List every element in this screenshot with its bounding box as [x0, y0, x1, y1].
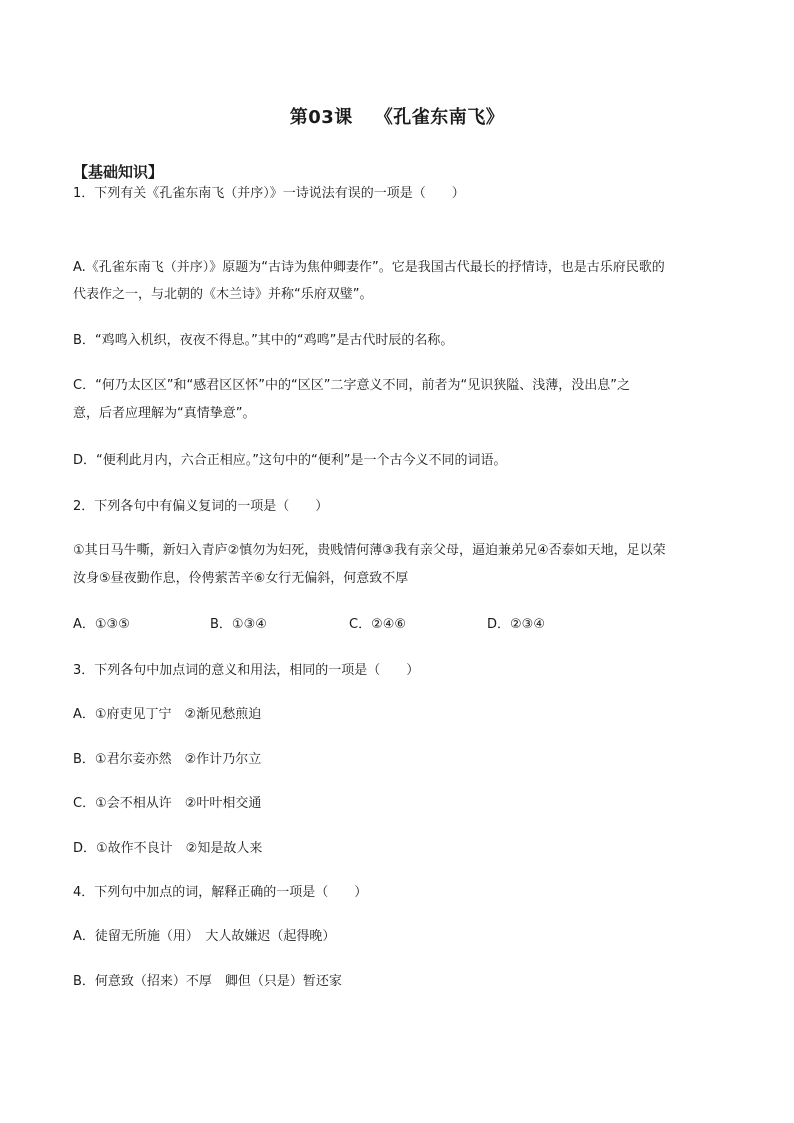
q1-option-c-line2: 意，后者应理解为“真情挚意”。 [73, 406, 256, 421]
q2-stem: 2．下列各句中有偏义复词的一项是（ ） [73, 499, 329, 514]
q1-option-d: D．“便利此月内，六合正相应。”这句中的“便利”是一个古今义不同的词语。 [73, 453, 507, 468]
q2-option-d: D．②③④ [487, 617, 545, 632]
q1-option-b: B．“鸡鸣入机织，夜夜不得息。”其中的“鸡鸣”是古代时辰的名称。 [73, 333, 454, 348]
q2-option-c: C．②④⑥ [349, 617, 407, 632]
q2-option-b: B．①③④ [210, 617, 267, 632]
q3-option-c: C．①会不相从许 ②叶叶相交通 [73, 796, 262, 811]
q2-items-line2: 汝身⑤昼夜勤作息，伶俜萦苦辛⑥女行无偏斜，何意致不厚 [73, 571, 409, 586]
q3-stem: 3．下列各句中加点词的意义和用法，相同的一项是（ ） [73, 663, 420, 678]
q2-option-a: A．①③⑤ [73, 617, 130, 632]
q4-option-b: B．何意致（招来）不厚 卿但（只是）暂还家 [73, 974, 342, 989]
lesson-number: 第03课 [289, 107, 353, 128]
q1-stem: 1．下列有关《孔雀东南飞（并序）》一诗说法有误的一项是（ ） [73, 186, 465, 201]
q3-option-d: D．①故作不良计 ②知是故人来 [73, 841, 263, 856]
q2-options [73, 615, 733, 635]
q3-option-a: A．①府吏见丁宁 ②渐见愁煎迫 [73, 707, 262, 722]
q3-option-b: B．①君尔妾亦然 ②作计乃尔立 [73, 752, 262, 767]
q2-items-line1: ①其日马牛嘶，新妇入青庐②慎勿为妇死，贵贱情何薄③我有亲父母，逼迫兼弟兄④否泰如天地，足以荣 [73, 543, 666, 558]
q4-option-a: A．徒留无所施（用） 大人故嫌迟（起得晚） [73, 929, 336, 944]
q4-stem: 4．下列句中加点的词，解释正确的一项是（ ） [73, 885, 368, 900]
q1-option-a-line2: 代表作之一，与北朝的《木兰诗》并称“乐府双璧”。 [73, 287, 373, 302]
section-heading: 【基础知识】 [73, 163, 164, 181]
page-title [0, 103, 794, 129]
lesson-name: 《孔雀东南飞》 [374, 107, 505, 128]
q1-option-a-line1: A.《孔雀东南飞（并序）》原题为“古诗为焦仲卿妻作”。它是我国古代最长的抒情诗，也是古乐府民歌的 [73, 260, 665, 275]
q1-option-c-line1: C．“何乃太区区”和“感君区区怀”中的“区区”二字意义不同，前者为“见识狭隘、浅薄，没出息”之 [73, 378, 630, 393]
